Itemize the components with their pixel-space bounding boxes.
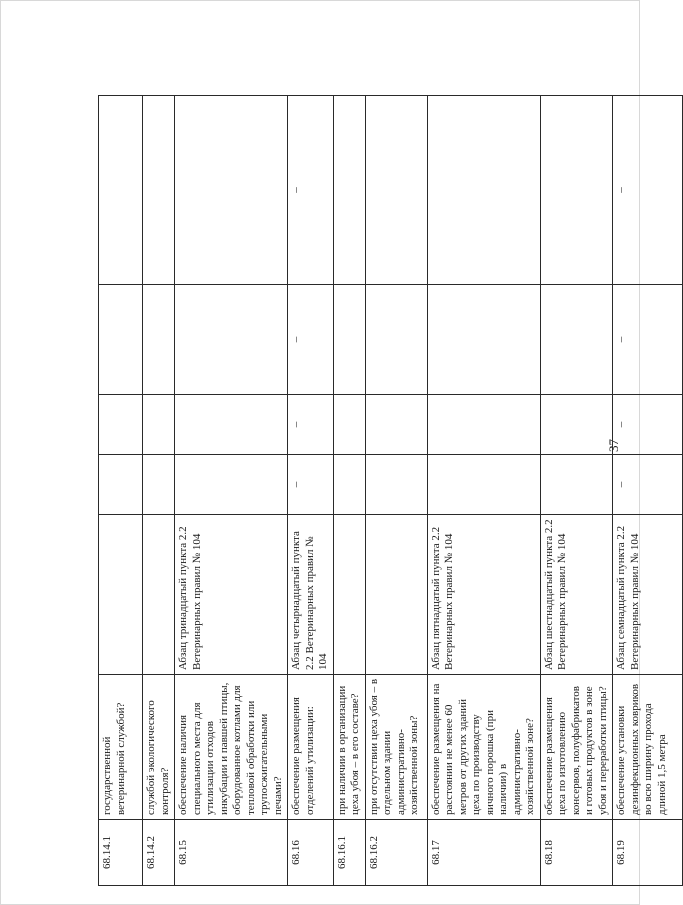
legal-basis-cell: Абзац пятнадцатый пункта 2.2 Ветеринарных правил № 104 <box>427 515 540 675</box>
not-applicable-cell <box>175 285 288 395</box>
question-cell: при отсутствии цеха убоя – в отдельном здании административно-хозяйственной зоны? <box>365 675 427 820</box>
legal-basis-cell <box>99 515 143 675</box>
not-applicable-cell <box>99 285 143 395</box>
legal-basis-cell <box>143 515 175 675</box>
legal-basis-cell: Абзац шестнадцатый пункта 2.2 Ветеринарных правил № 104 <box>540 515 613 675</box>
question-cell: обеспечение размещения отделений утилизации: <box>288 675 334 820</box>
answer-no-cell: – <box>288 395 334 455</box>
table-row <box>288 96 334 886</box>
row-number-cell: 68.14.1 <box>99 820 143 886</box>
legal-basis-cell: Абзац семнадцатый пункта 2.2 Ветеринарных правил № 104 <box>613 515 683 675</box>
answer-yes-cell <box>143 455 175 515</box>
table-row <box>427 96 540 886</box>
note-cell <box>427 96 540 285</box>
not-applicable-cell <box>143 285 175 395</box>
note-cell: – <box>288 96 334 285</box>
legal-basis-cell <box>365 515 427 675</box>
legal-basis-cell: Абзац четырнадцатый пункта 2.2 Ветеринарных правил № 104 <box>288 515 334 675</box>
question-cell: обеспечение размещения на расстоянии не менее 60 метров от других зданий цеха по производству яичного порошка (при наличии) в административно-хозяйственной зоне? <box>427 675 540 820</box>
question-cell: обеспечение наличия специального места для утилизации отходов инкубации и павшей птицы, оборудованное котлами для тепловой обработки или трупосжигательными печами? <box>175 675 288 820</box>
answer-no-cell <box>99 395 143 455</box>
question-cell: обеспечение размещения цеха по изготовлению консервов, полуфабрикатов и готовых продуктов в зоне убоя и переработки птицы? <box>540 675 613 820</box>
answer-yes-cell: – <box>613 455 683 515</box>
answer-no-cell: – <box>613 395 683 455</box>
not-applicable-cell <box>365 285 427 395</box>
page-number: 37 <box>606 439 621 452</box>
table-row <box>333 96 365 886</box>
answer-yes-cell: – <box>288 455 334 515</box>
table-row <box>365 96 427 886</box>
table-row <box>99 96 143 886</box>
note-cell <box>99 96 143 285</box>
answer-no-cell <box>540 395 613 455</box>
answer-no-cell <box>333 395 365 455</box>
answer-no-cell <box>365 395 427 455</box>
table-row <box>143 96 175 886</box>
note-cell <box>365 96 427 285</box>
note-cell <box>175 96 288 285</box>
row-number-cell: 68.17 <box>427 820 540 886</box>
answer-yes-cell <box>365 455 427 515</box>
note-cell <box>143 96 175 285</box>
note-cell <box>333 96 365 285</box>
row-number-cell: 68.16.2 <box>365 820 427 886</box>
answer-no-cell <box>427 395 540 455</box>
answer-yes-cell <box>427 455 540 515</box>
row-number-cell: 68.16 <box>288 820 334 886</box>
question-cell: службой экологического контроля? <box>143 675 175 820</box>
table-row <box>175 96 288 886</box>
answer-yes-cell <box>175 455 288 515</box>
note-cell <box>540 96 613 285</box>
not-applicable-cell: – <box>288 285 334 395</box>
answer-yes-cell <box>99 455 143 515</box>
table-row <box>613 96 683 886</box>
answer-yes-cell <box>540 455 613 515</box>
question-cell: при наличии в организации цеха убоя – в его составе? <box>333 675 365 820</box>
table-row <box>540 96 613 886</box>
legal-basis-cell: Абзац тринадцатый пункта 2.2 Ветеринарных правил № 104 <box>175 515 288 675</box>
answer-yes-cell <box>333 455 365 515</box>
row-number-cell: 68.19 <box>613 820 683 886</box>
note-cell: – <box>613 96 683 285</box>
answer-no-cell <box>143 395 175 455</box>
not-applicable-cell <box>540 285 613 395</box>
row-number-cell: 68.16.1 <box>333 820 365 886</box>
not-applicable-cell <box>333 285 365 395</box>
question-cell: государственной ветеринарной службой? <box>99 675 143 820</box>
table-body <box>99 96 683 886</box>
legal-basis-cell <box>333 515 365 675</box>
not-applicable-cell: – <box>613 285 683 395</box>
row-number-cell: 68.18 <box>540 820 613 886</box>
row-number-cell: 68.14.2 <box>143 820 175 886</box>
checklist-table <box>98 95 683 886</box>
answer-no-cell <box>175 395 288 455</box>
row-number-cell: 68.15 <box>175 820 288 886</box>
question-cell: обеспечение установки дезинфекционных ковриков во всю ширину прохода длиной 1,5 метра <box>613 675 683 820</box>
not-applicable-cell <box>427 285 540 395</box>
